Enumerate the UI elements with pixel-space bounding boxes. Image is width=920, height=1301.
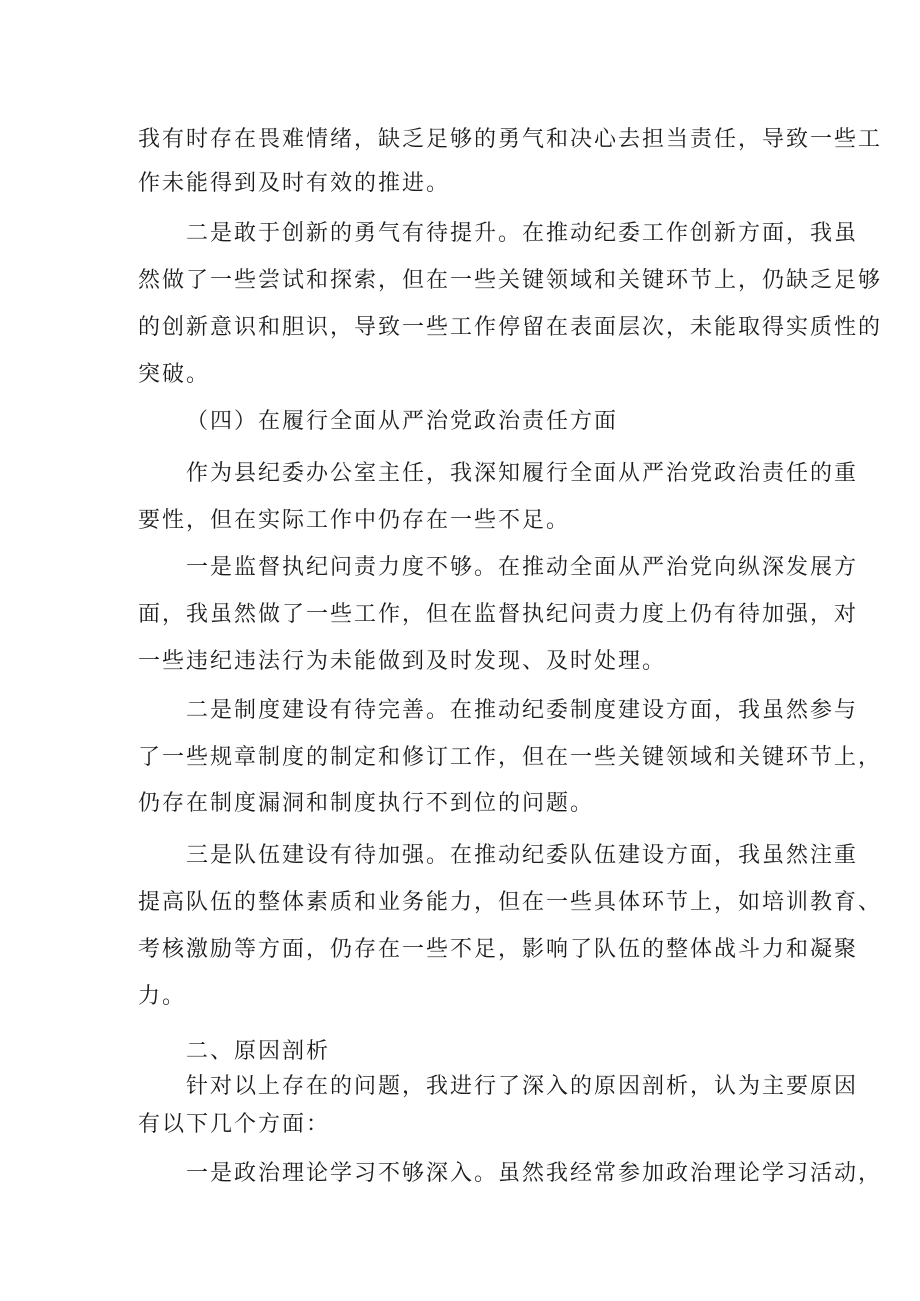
paragraph-first-line: 作为县纪委办公室主任，我深知履行全面从严治党政治责任的重 [186,461,859,486]
text-line: 作未能得到及时有效的推进。 [138,171,451,196]
text-line: 突破。 [138,362,211,387]
paragraph-first-line: 针对以上存在的问题，我进行了深入的原因剖析，认为主要原因 [186,1074,859,1099]
paragraph-first-line: 二是敢于创新的勇气有待提升。在推动纪委工作创新方面，我虽 [186,221,859,246]
text-line: 面，我虽然做了一些工作，但在监督执纪问责力度上仍有待加强，对 [138,602,859,627]
paragraph-first-line: 一是政治理论学习不够深入。虽然我经常参加政治理论学习活动， [186,1161,883,1186]
text-line: 仍存在制度漏洞和制度执行不到位的问题。 [138,791,595,816]
paragraph-first-line: 一是监督执纪问责力度不够。在推动全面从严治党向纵深发展方 [186,555,859,580]
text-line: 要性，但在实际工作中仍存在一些不足。 [138,508,571,533]
text-line: 一些违纪违法行为未能做到及时发现、及时处理。 [138,649,667,674]
text-line: 力。 [138,984,187,1009]
section-heading: （四）在履行全面从严治党政治责任方面 [186,409,619,434]
text-line: 我有时存在畏难情绪，缺乏足够的勇气和决心去担当责任，导致一些工 [138,127,883,152]
text-line: 的创新意识和胆识，导致一些工作停留在表面层次，未能取得实质性的 [138,315,883,340]
paragraph-first-line: 二是制度建设有待完善。在推动纪委制度建设方面，我虽然参与 [186,698,859,723]
section-heading: 二、原因剖析 [186,1039,331,1064]
paragraph-first-line: 三是队伍建设有待加强。在推动纪委队伍建设方面，我虽然注重 [186,843,859,868]
text-line: 然做了一些尝试和探索，但在一些关键领域和关键环节上，仍缺乏足够 [138,268,883,293]
text-line: 考核激励等方面，仍存在一些不足，影响了队伍的整体战斗力和凝聚 [138,937,859,962]
text-line: 有以下几个方面： [138,1112,331,1137]
text-line: 了一些规章制度的制定和修订工作，但在一些关键领域和关键环节上， [138,745,883,770]
text-line: 提高队伍的整体素质和业务能力，但在一些具体环节上，如培训教育、 [138,890,883,915]
